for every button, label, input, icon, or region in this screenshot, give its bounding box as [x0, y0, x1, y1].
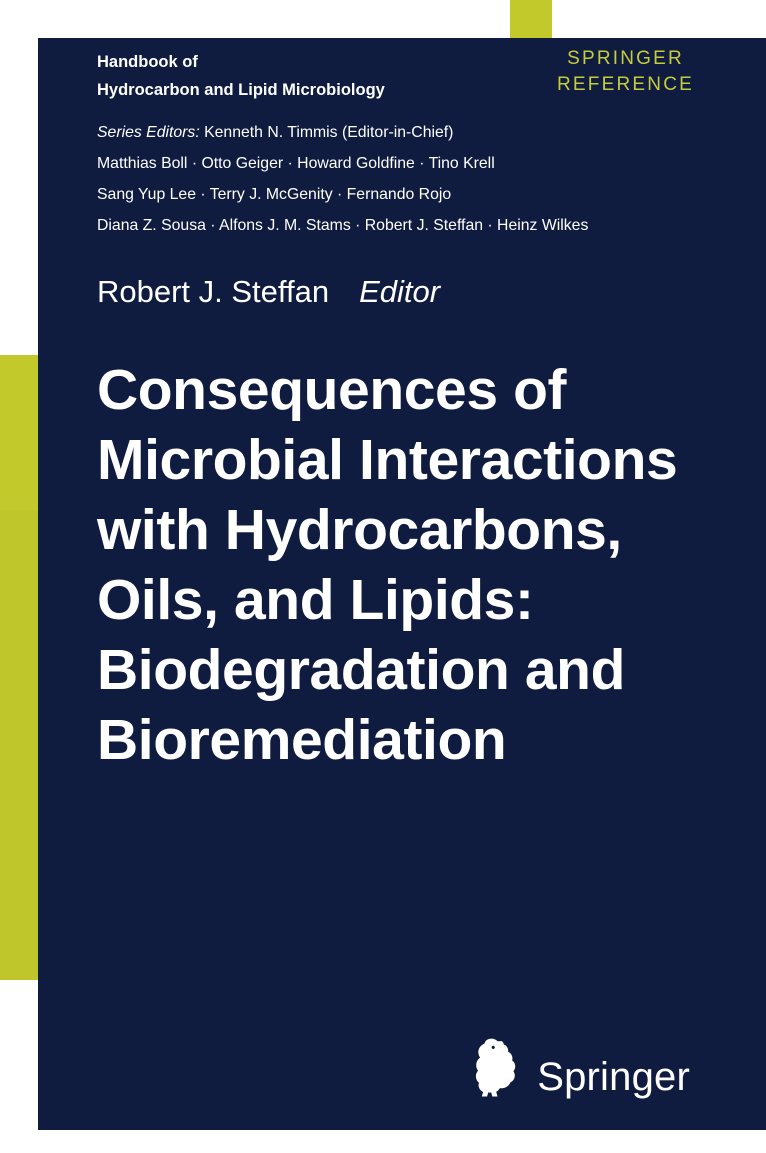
- book-title-line-1: Consequences of: [97, 358, 567, 422]
- series-editors-line-2: Matthias Boll · Otto Geiger · Howard Goldfine · Tino Krell: [97, 155, 495, 172]
- book-title-line-3: with Hydrocarbons,: [97, 498, 622, 562]
- springer-reference-mark: [557, 46, 694, 98]
- series-editors-line-3: Sang Yup Lee · Terry J. McGenity · Fernando Rojo: [97, 186, 452, 203]
- series-editors-block: [97, 117, 717, 241]
- left-olive-block-lower: [0, 510, 38, 980]
- volume-editor-role: Editor: [359, 274, 441, 309]
- series-title-line-2: Hydrocarbon and Lipid Microbiology: [97, 81, 385, 99]
- left-olive-block-upper: [0, 355, 38, 510]
- book-title-line-2: Microbial Interactions: [97, 428, 678, 492]
- book-title-line-4: Oils, and Lipids:: [97, 568, 534, 632]
- series-title-line-1: Handbook of: [97, 53, 198, 71]
- springer-reference-line-1: SPRINGER: [567, 48, 684, 69]
- series-editors-line-1: [97, 117, 717, 148]
- series-editors-label: Series Editors:: [97, 124, 200, 141]
- publisher-logo: [467, 1037, 690, 1099]
- top-olive-tab: [510, 0, 552, 38]
- volume-editor: [97, 272, 440, 312]
- volume-editor-name: Robert J. Steffan: [97, 274, 330, 309]
- series-editors-first: Kenneth N. Timmis (Editor-in-Chief): [204, 124, 454, 141]
- bottom-white-strip: [0, 1130, 766, 1153]
- top-white-strip: [0, 0, 766, 38]
- book-title: [97, 355, 717, 775]
- series-editors-line-4: Diana Z. Sousa · Alfons J. M. Stams · Robert J. Steffan · Heinz Wilkes: [97, 217, 589, 234]
- publisher-name: Springer: [537, 1055, 690, 1099]
- book-title-line-6: Bioremediation: [97, 708, 507, 772]
- springer-reference-line-2: REFERENCE: [557, 74, 694, 95]
- series-title: [97, 48, 527, 104]
- book-title-line-5: Biodegradation and: [97, 638, 625, 702]
- springer-horse-icon: [467, 1037, 523, 1099]
